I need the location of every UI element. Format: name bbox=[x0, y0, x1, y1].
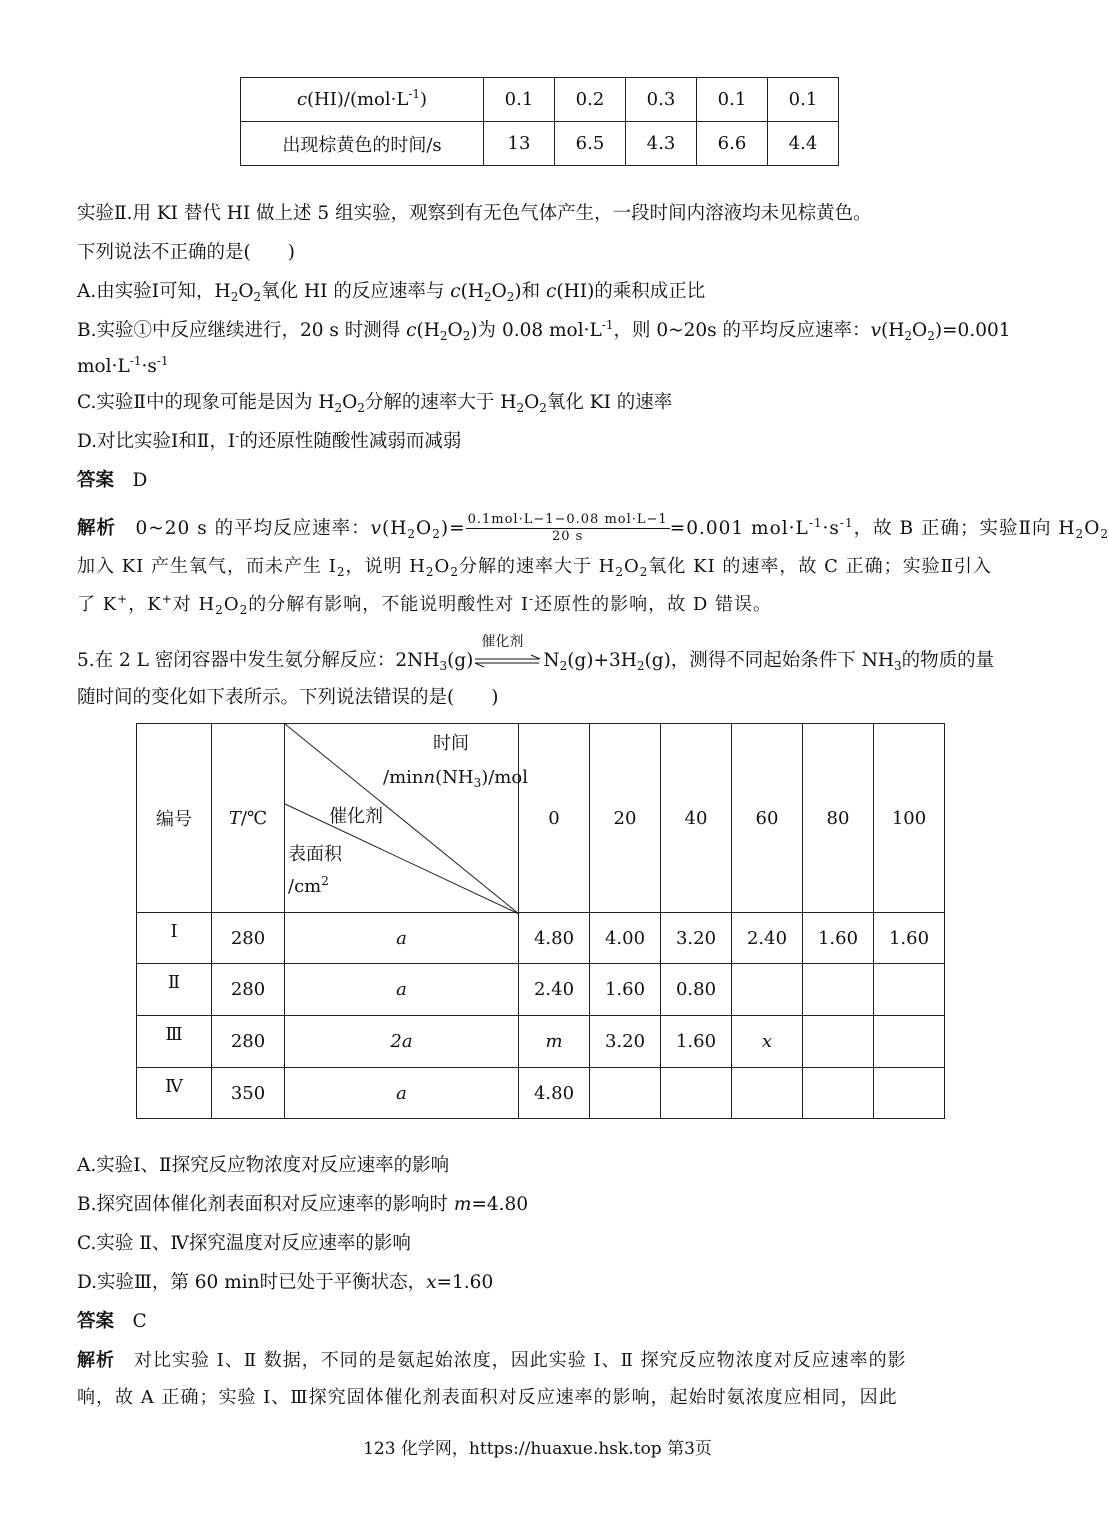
header-time-60: 60 bbox=[732, 724, 803, 913]
q5-analysis-line-2: 响，故 A 正确；实验 Ⅰ、Ⅲ探究固体催化剂表面积对反应速率的影响，起始时氨浓度应相同，因此 bbox=[77, 1387, 898, 1408]
row-temperature: 350 bbox=[212, 1068, 285, 1119]
table-cell: 3.20 bbox=[590, 1016, 661, 1068]
row-id: Ⅳ bbox=[137, 1068, 212, 1119]
analysis-line-1: 解析 0~20 s 的平均反应速率：$v(H_2O_2)=$ $\frac{\text{0.1mol·L−1−0.08 mol·L−1}}{20 s}$ =0.001 $mol\cdot L^{-1}\cdot s^{-1}$，故 B 正确；实验Ⅱ向 $H_2O_2$ bbox=[77, 512, 1109, 545]
table-cell bbox=[874, 964, 945, 1016]
analysis-label: 解析 bbox=[77, 517, 117, 539]
option-b: B.实验①中反应继续进行，20 s 时测得 $c(H_2O_2)$为 0.08 $mol\cdot L^{-1}$，则 0~20s 的平均反应速率：$v(H_2O_2)=0.001$ bbox=[77, 318, 1011, 343]
header-catalyst-2: 表面积 bbox=[288, 844, 342, 865]
q5-option-d: D.实验Ⅲ，第 60 min时已处于平衡状态，x=1.60 bbox=[77, 1272, 494, 1293]
table-cell: 13 bbox=[484, 122, 555, 166]
row-temperature: 280 bbox=[212, 1016, 285, 1068]
header-catalyst-3: $/cm^2$ bbox=[288, 874, 329, 897]
answer-line bbox=[77, 472, 147, 491]
table-cell: 1.60 bbox=[803, 913, 874, 964]
table-cell: 1.60 bbox=[661, 1016, 732, 1068]
table-cell: 0.1 bbox=[697, 78, 768, 122]
option-a: A.由实验Ⅰ可知，$H_2O_2$氧化 HI 的反应速率与 $c(H_2O_2)$和 c(HI)的乘积成正比 bbox=[77, 281, 706, 304]
fraction-denominator: 20 s bbox=[551, 529, 584, 545]
table-cell bbox=[874, 1016, 945, 1068]
answer-value: D bbox=[132, 470, 148, 491]
row-id: Ⅰ bbox=[137, 913, 212, 964]
experiment-2-text: 实验Ⅱ.用 KI 替代 HI 做上述 5 组实验，观察到有无色气体产生，一段时间内溶液均未见棕黄色。 bbox=[77, 203, 872, 224]
table-row bbox=[137, 964, 945, 1016]
header-temperature: T/℃ bbox=[212, 724, 285, 913]
header-time-0: 0 bbox=[519, 724, 590, 913]
q5-option-a: A.实验Ⅰ、Ⅱ探究反应物浓度对反应速率的影响 bbox=[77, 1155, 450, 1176]
table-cell: 6.6 bbox=[697, 122, 768, 166]
table-cell: 4.80 bbox=[519, 1068, 590, 1119]
table-cell: 1.60 bbox=[590, 964, 661, 1016]
header-id: 编号 bbox=[137, 724, 212, 913]
table-cell bbox=[732, 964, 803, 1016]
header-time-40: 40 bbox=[661, 724, 732, 913]
q5-stem-1: 5.在 2 L 密闭容器中发生氨分解反应：$2NH_3(g)$ 催化剂 $N_2(g)+3H_2(g)$，测得不同起始条件下 $NH_3$的物质的量 bbox=[77, 634, 995, 673]
table-cell bbox=[803, 1016, 874, 1068]
row-temperature: 280 bbox=[212, 913, 285, 964]
row-id: Ⅱ bbox=[137, 964, 212, 1016]
header-catalyst-1: 催化剂 bbox=[329, 806, 383, 827]
fraction-numerator: 0.1mol·L−1−0.08 mol·L−1 bbox=[466, 512, 670, 529]
table-cell bbox=[590, 1068, 661, 1119]
table-cell: 3.20 bbox=[661, 913, 732, 964]
catalyst-label: 催化剂 bbox=[481, 634, 524, 650]
q5-analysis-line-1: 解析 对比实验 Ⅰ、Ⅱ 数据，不同的是氨起始浓度，因此实验 Ⅰ、Ⅱ 探究反应物浓度对反应速率的影 bbox=[77, 1350, 907, 1371]
table-row bbox=[241, 122, 839, 166]
row-label: $c(HI)/(mol\cdot L^{-1})$ bbox=[241, 78, 484, 122]
table-cell bbox=[803, 1068, 874, 1119]
table-cell bbox=[803, 964, 874, 1016]
table-cell: 4.4 bbox=[768, 122, 839, 166]
row-area: a bbox=[285, 913, 519, 964]
table-cell: 0.1 bbox=[768, 78, 839, 122]
question-prompt: 下列说法不正确的是( ) bbox=[77, 242, 295, 263]
table-row bbox=[137, 1068, 945, 1119]
catalyst-arrow bbox=[473, 634, 543, 671]
table-cell bbox=[874, 1068, 945, 1119]
table-cell: x bbox=[732, 1016, 803, 1068]
table-cell: 1.60 bbox=[874, 913, 945, 964]
header-time-1: 时间 bbox=[433, 733, 469, 754]
table-row bbox=[137, 913, 945, 964]
header-time-2: $/\min n(NH_3)$/mol bbox=[383, 767, 528, 790]
table-cell: 0.1 bbox=[484, 78, 555, 122]
table-cell bbox=[661, 1068, 732, 1119]
table-header-row bbox=[137, 724, 945, 913]
table-cell: 0.2 bbox=[555, 78, 626, 122]
option-d: D.对比实验Ⅰ和Ⅱ，I-的还原性随酸性减弱而减弱 bbox=[77, 429, 462, 452]
table-cell: 2.40 bbox=[519, 964, 590, 1016]
header-diagonal-cell bbox=[285, 724, 528, 913]
analysis-line-3: 了 K+，K+对 $H_2O_2$的分解有影响，不能说明酸性对 I-还原性的影响，故 D 错误。 bbox=[77, 592, 772, 617]
row-area: 2a bbox=[285, 1016, 519, 1068]
row-temperature: 280 bbox=[212, 964, 285, 1016]
answer-label: 答案 bbox=[77, 470, 115, 491]
table-cell: 4.3 bbox=[626, 122, 697, 166]
table-cell: 0.80 bbox=[661, 964, 732, 1016]
table-cell: 4.80 bbox=[519, 913, 590, 964]
table-cell: 2.40 bbox=[732, 913, 803, 964]
q5-answer-line bbox=[77, 1313, 147, 1332]
table-cell: 4.00 bbox=[590, 913, 661, 964]
table-cell: 0.3 bbox=[626, 78, 697, 122]
analysis-label: 解析 bbox=[77, 1350, 115, 1371]
row-area: a bbox=[285, 964, 519, 1016]
table-row bbox=[137, 1016, 945, 1068]
analysis-line-2: 加入 KI 产生氧气，而未产生 $I_2$，说明 $H_2O_2$分解的速率大于 $H_2O_2$氧化 KI 的速率，故 C 正确；实验Ⅱ引入 bbox=[77, 556, 992, 579]
q5-option-c: C.实验 Ⅱ、Ⅳ探究温度对反应速率的影响 bbox=[77, 1233, 411, 1254]
table-cell: 6.5 bbox=[555, 122, 626, 166]
table-hi-concentration bbox=[240, 77, 839, 166]
q5-option-b: B.探究固体催化剂表面积对反应速率的影响时 m=4.80 bbox=[77, 1194, 529, 1215]
table-cell: m bbox=[519, 1016, 590, 1068]
table-cell bbox=[732, 1068, 803, 1119]
row-id: Ⅲ bbox=[137, 1016, 212, 1068]
header-time-100: 100 bbox=[874, 724, 945, 913]
option-b-cont: $mol\cdot L^{-1}\cdot s^{-1}$ bbox=[77, 354, 169, 377]
header-time-80: 80 bbox=[803, 724, 874, 913]
table-nh3-decomposition bbox=[136, 723, 945, 1119]
answer-value: C bbox=[132, 1311, 147, 1332]
answer-label: 答案 bbox=[77, 1311, 115, 1332]
q5-stem-2: 随时间的变化如下表所示。下列说法错误的是( ) bbox=[77, 687, 499, 708]
fraction bbox=[466, 512, 670, 546]
row-label: 出现棕黄色的时间/s bbox=[241, 122, 484, 166]
option-c: C.实验Ⅱ中的现象可能是因为 $H_2O_2$分解的速率大于 $H_2O_2$氧化 KI 的速率 bbox=[77, 392, 673, 415]
page-footer: 123 化学网，https://huaxue.hsk.top 第3页 bbox=[363, 1439, 712, 1459]
row-area: a bbox=[285, 1068, 519, 1119]
table-row bbox=[241, 78, 839, 122]
header-time-20: 20 bbox=[590, 724, 661, 913]
arrow-icon bbox=[473, 651, 543, 671]
